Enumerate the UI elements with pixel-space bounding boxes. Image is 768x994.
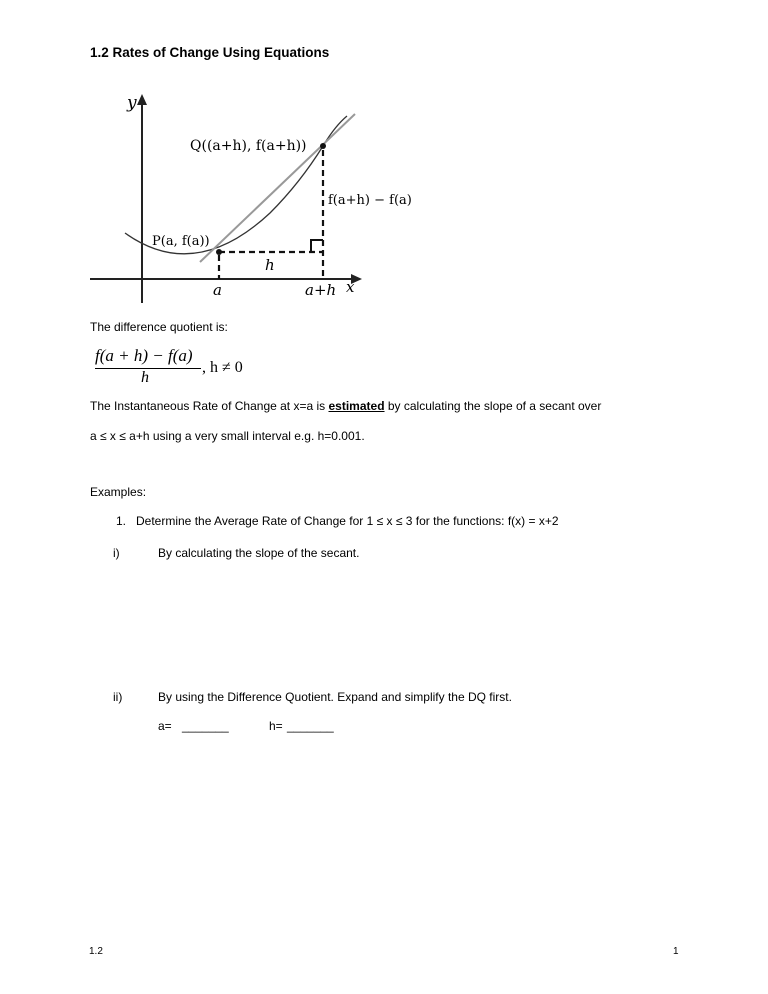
part-i-text: By calculating the slope of the secant. [158, 546, 360, 560]
blank-h-line[interactable]: _______ [287, 719, 334, 733]
difference-quotient-formula [92, 346, 267, 388]
irc-text-after: by calculating the slope of a secant over [384, 399, 602, 413]
secant-line [200, 114, 355, 262]
x-axis-label: x [346, 278, 355, 296]
y-axis-arrow [137, 94, 147, 105]
page-title: 1.2 Rates of Change Using Equations [90, 45, 330, 60]
run-label: h [265, 256, 275, 274]
part-ii-label: ii) [113, 690, 123, 704]
formula-numerator: f(a + h) − f(a) [95, 346, 193, 365]
point-q [320, 143, 326, 149]
intro-text: The difference quotient is: [90, 320, 228, 334]
point-q-label: Q((a+h), f(a+h)) [190, 138, 307, 154]
right-angle-marker [311, 240, 323, 252]
tick-a-label: a [213, 281, 222, 299]
formula-denominator: h [141, 369, 149, 386]
question-text: Determine the Average Rate of Change for 1 ≤ x ≤ 3 for the functions: f(x) = x+2 [136, 514, 559, 528]
examples-label: Examples: [90, 485, 147, 499]
point-p-label: P(a, f(a)) [152, 234, 210, 249]
formula-condition: , h ≠ 0 [202, 359, 243, 376]
page-number: 1 [673, 946, 679, 957]
point-p [216, 249, 222, 255]
irc-emphasis: estimated [328, 399, 385, 413]
footer-section: 1.2 [89, 946, 103, 957]
y-axis-label: y [127, 93, 137, 113]
question-number: 1. [116, 514, 127, 528]
blank-h-label: h= [269, 719, 283, 733]
irc-paragraph-line1 [90, 399, 601, 413]
part-ii-text: By using the Difference Quotient. Expand and simplify the DQ first. [158, 690, 512, 704]
blank-a-line[interactable]: _______ [182, 719, 229, 733]
secant-graph [85, 88, 445, 310]
part-i-label: i) [113, 546, 120, 560]
irc-text-before: The Instantaneous Rate of Change at x=a is [90, 399, 329, 413]
tick-a-plus-h-label: a+h [305, 281, 337, 299]
blank-a-label: a= [158, 719, 172, 733]
rise-label: f(a+h) − f(a) [328, 193, 412, 208]
irc-paragraph-line2: a ≤ x ≤ a+h using a very small interval e.g. h=0.001. [90, 429, 365, 443]
